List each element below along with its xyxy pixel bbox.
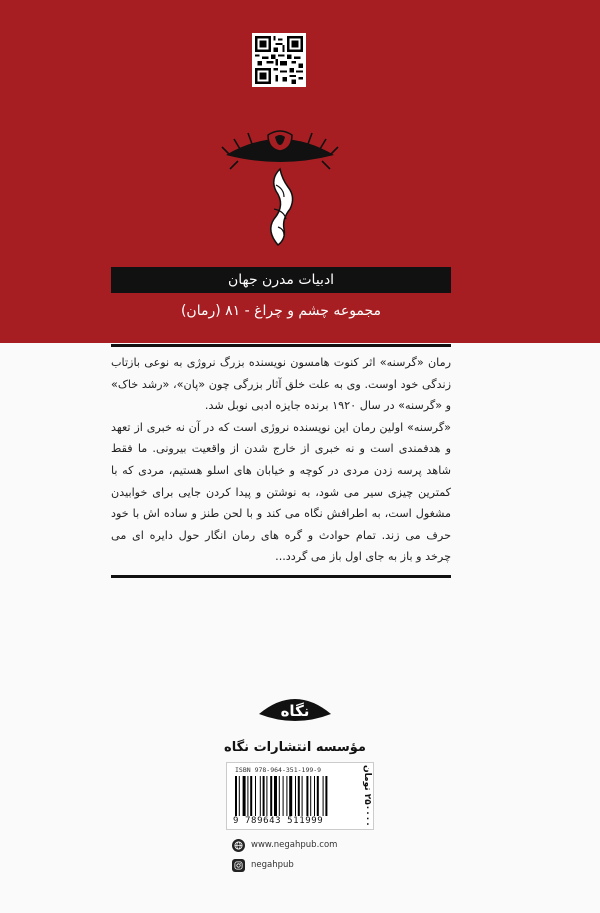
description-paragraph-1: رمان «گرسنه» اثر کنوت هامسون نویسنده بزرگ نروژی به نوعی بازتاب زندگی خود اوست. وی به علت خلق آثار بزرگی چون «پان»، «رشد خاک» و «گرسنه» در سال ۱۹۲۰ برنده جایزه ادبی نوبل شد. (111, 356, 451, 413)
red-panel (0, 0, 600, 343)
barcode (235, 776, 353, 816)
description-paragraph-2: «گرسنه» اولین رمان این نویسنده نروژی است که در آن نه خبری از تعهد و هدفمندی است و نه خبری از خارج شدن از واقعیت بیرونی. ما فقط شاهد پرسه زدن مردی در کوچه و خیابان های اسلو هستیم، مردی که با کمترین چیزی سیر می شود، به نوشتن و پیدا کردن جایی برای خوابیدن مشغول است، به اطرافش نگاه می کند و با لحن طنز و ساده اش با خود حرف می زند. تمام حوادث و گره های رمان انگار حول دایره ای می چرخد و باز به جای اول باز می گردد... (111, 420, 451, 564)
publisher-logo (255, 688, 335, 730)
barcode-digits: 9 789643 511999 (233, 816, 324, 826)
publisher-name: مؤسسه انتشارات نگاه (224, 740, 366, 755)
instagram-text: negahpub (251, 860, 294, 870)
series-subtitle: مجموعه چشم و چراغ - ۸۱ (رمان) (180, 303, 382, 319)
bottom-divider (111, 575, 451, 578)
isbn-barcode-box (226, 762, 374, 830)
price: ۲۵۰۰۰۰ تومان (362, 765, 372, 827)
instagram-link[interactable] (232, 858, 294, 872)
instagram-icon (232, 859, 245, 872)
globe-icon (232, 839, 245, 852)
isbn-label: ISBN 978-964-351-199-9 (235, 766, 322, 774)
svg-text:نگاه: نگاه (280, 702, 310, 720)
book-description (111, 352, 451, 568)
website-link[interactable] (232, 838, 337, 852)
eye-emblem-icon (220, 125, 340, 250)
series-title: ادبیات مدرن جهان (111, 267, 451, 293)
qr-code-icon (252, 33, 306, 87)
top-divider (111, 344, 451, 347)
website-text: www.negahpub.com (251, 840, 338, 850)
